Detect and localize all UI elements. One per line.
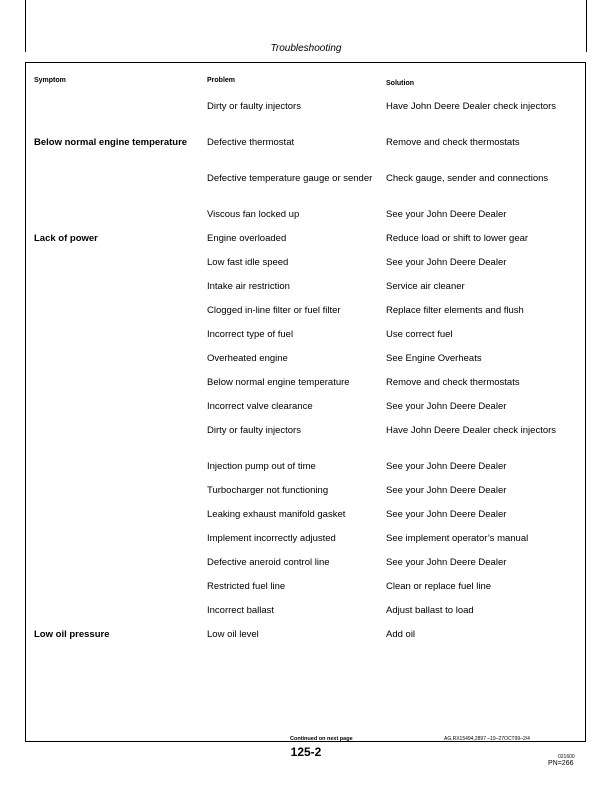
solution-cell: Clean or replace fuel line bbox=[386, 581, 492, 592]
problem-cell: Restricted fuel line bbox=[207, 581, 286, 592]
solution-cell: See your John Deere Dealer bbox=[386, 401, 507, 412]
reference-code: AG,RX15494,2897 –19–27OCT99–2/4 bbox=[444, 736, 530, 742]
solution-cell: See your John Deere Dealer bbox=[386, 209, 507, 220]
solution-cell: Reduce load or shift to lower gear bbox=[386, 233, 529, 244]
section-title: Troubleshooting bbox=[270, 43, 342, 54]
problem-cell: Low fast idle speed bbox=[207, 257, 289, 268]
problem-cell: Leaking exhaust manifold gasket bbox=[207, 509, 346, 520]
solution-cell: Check gauge, sender and connections bbox=[386, 173, 549, 184]
problem-cell: Below normal engine temperature bbox=[207, 377, 350, 388]
problem-cell: Defective temperature gauge or sender bbox=[207, 173, 373, 184]
column-header-solution: Solution bbox=[386, 80, 414, 87]
column-header-symptom: Symptom bbox=[34, 77, 66, 84]
solution-cell: Adjust ballast to load bbox=[386, 605, 474, 616]
solution-cell: See your John Deere Dealer bbox=[386, 557, 507, 568]
problem-cell: Incorrect ballast bbox=[207, 605, 275, 616]
solution-cell: See your John Deere Dealer bbox=[386, 485, 507, 496]
problem-cell: Low oil level bbox=[207, 629, 259, 640]
column-header-problem: Problem bbox=[207, 77, 236, 84]
symptom-cell: Low oil pressure bbox=[34, 629, 110, 640]
problem-cell: Incorrect type of fuel bbox=[207, 329, 294, 340]
problem-cell: Viscous fan locked up bbox=[207, 209, 300, 220]
problem-cell: Turbocharger not functioning bbox=[207, 485, 329, 496]
solution-cell: Service air cleaner bbox=[386, 281, 465, 292]
page-number: 125-2 bbox=[290, 745, 322, 759]
solution-cell: Have John Deere Dealer check injectors bbox=[386, 425, 557, 436]
problem-cell: Clogged in-line filter or fuel filter bbox=[207, 305, 341, 316]
solution-cell: Add oil bbox=[386, 629, 416, 640]
problem-cell: Injection pump out of time bbox=[207, 461, 316, 472]
problem-cell: Intake air restriction bbox=[207, 281, 290, 292]
problem-cell: Engine overloaded bbox=[207, 233, 287, 244]
solution-cell: See implement operator’s manual bbox=[386, 533, 529, 544]
solution-cell: See your John Deere Dealer bbox=[386, 509, 507, 520]
problem-cell: Overheated engine bbox=[207, 353, 288, 364]
problem-cell: Incorrect valve clearance bbox=[207, 401, 313, 412]
pn-number: PN=266 bbox=[548, 760, 574, 767]
solution-cell: Remove and check thermostats bbox=[386, 137, 520, 148]
solution-cell: See your John Deere Dealer bbox=[386, 461, 507, 472]
small-code: 021600 bbox=[558, 754, 575, 760]
problem-cell: Dirty or faulty injectors bbox=[207, 425, 301, 436]
solution-cell: Have John Deere Dealer check injectors bbox=[386, 101, 557, 112]
solution-cell: Use correct fuel bbox=[386, 329, 453, 340]
symptom-cell: Lack of power bbox=[34, 233, 98, 244]
problem-cell: Dirty or faulty injectors bbox=[207, 101, 301, 112]
problem-cell: Defective aneroid control line bbox=[207, 557, 330, 568]
solution-cell: See your John Deere Dealer bbox=[386, 257, 507, 268]
problem-cell: Defective thermostat bbox=[207, 137, 295, 148]
problem-cell: Implement incorrectly adjusted bbox=[207, 533, 336, 544]
solution-cell: Replace filter elements and flush bbox=[386, 305, 524, 316]
symptom-cell: Below normal engine temperature bbox=[34, 137, 188, 148]
solution-cell: Remove and check thermostats bbox=[386, 377, 520, 388]
continued-note: Continued on next page bbox=[290, 736, 353, 742]
solution-cell: See Engine Overheats bbox=[386, 353, 482, 364]
